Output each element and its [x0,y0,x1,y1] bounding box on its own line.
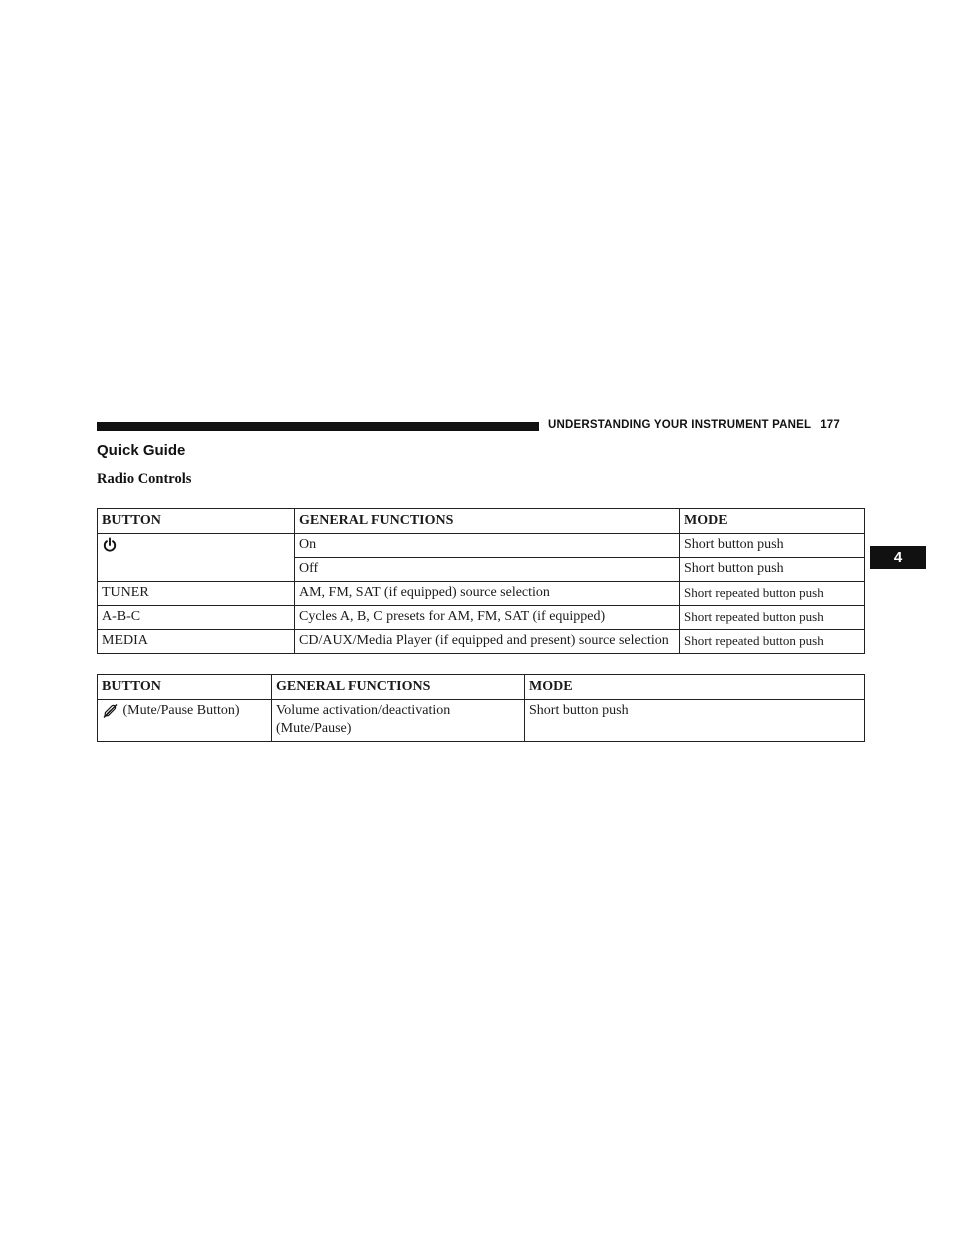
page-number: 177 [820,419,840,431]
mode-cell: Short repeated button push [680,582,865,606]
function-cell: AM, FM, SAT (if equipped) source selection [295,582,680,606]
function-cell [272,700,525,742]
button-cell: TUNER [98,582,295,606]
table-row [98,606,865,630]
table-row [98,582,865,606]
mode-cell: Short button push [525,700,865,742]
subsection-title: Radio Controls [97,471,192,487]
table-header-row [98,675,865,700]
function-cell: Off [295,558,680,582]
chapter-tab: 4 [870,546,926,569]
column-header-button: BUTTON [98,509,295,534]
table-row [98,700,865,742]
mute-button-label: (Mute/Pause Button) [122,703,240,718]
power-button-cell [98,534,295,582]
column-header-mode: MODE [525,675,865,700]
header-title: UNDERSTANDING YOUR INSTRUMENT PANEL [548,419,812,431]
mode-cell: Short repeated button push [680,630,865,654]
power-icon [102,537,118,552]
function-line: (Mute/Pause) [276,721,352,736]
radio-controls-table [97,508,865,654]
column-header-functions: GENERAL FUNCTIONS [272,675,525,700]
column-header-mode: MODE [680,509,865,534]
header-rule [97,422,539,431]
section-title: Quick Guide [97,442,186,459]
function-cell: On [295,534,680,558]
button-cell: A-B-C [98,606,295,630]
mode-cell: Short button push [680,558,865,582]
function-cell: Cycles A, B, C presets for AM, FM, SAT (if equipped) [295,606,680,630]
button-cell: MEDIA [98,630,295,654]
table-header-row [98,509,865,534]
mute-icon [102,703,123,718]
column-header-button: BUTTON [98,675,272,700]
mode-cell: Short repeated button push [680,606,865,630]
column-header-functions: GENERAL FUNCTIONS [295,509,680,534]
mute-controls-table [97,674,865,742]
function-cell: CD/AUX/Media Player (if equipped and present) source selection [295,630,680,654]
function-line: Volume activation/deactivation [276,703,451,718]
running-header [548,419,840,431]
button-cell [98,700,272,742]
table-row [98,630,865,654]
mode-cell: Short button push [680,534,865,558]
table-row [98,534,865,558]
